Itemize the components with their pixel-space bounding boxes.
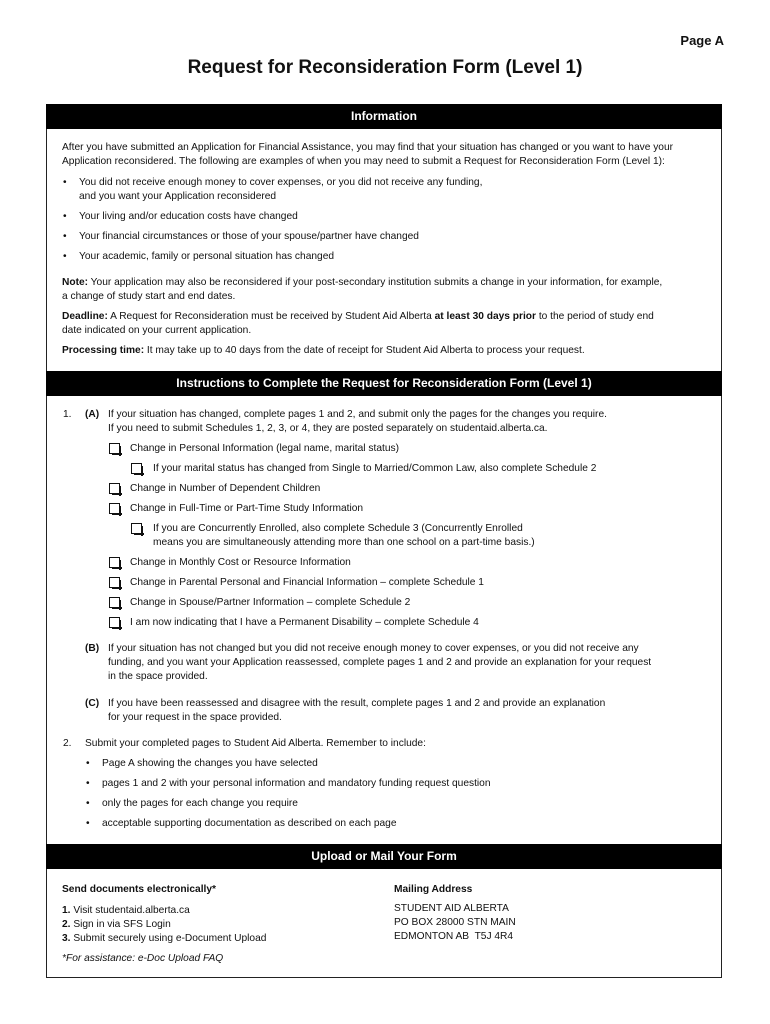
check-label-concurrent-line-2: means you are simultaneously attending more than one school on a part-time basis.) [153,537,535,548]
option-a-line-2: If you need to submit Schedules 1, 2, 3, or 4, they are posted separately on studentaid.alberta.ca. [108,423,548,434]
information-header: Information [46,104,722,129]
page-title: Request for Reconsideration Form (Level 1) [187,57,583,78]
instructions-header: Instructions to Complete the Request for Reconsideration Form (Level 1) [46,371,722,396]
checkbox-dependent-children[interactable] [109,483,120,494]
info-bullet-2: • Your living and/or education costs have changed [79,210,298,224]
check-label-spouse-info: Change in Spouse/Partner Information – complete Schedule 2 [130,597,411,608]
upload-step-1 [62,904,190,918]
mailing-address-title: Mailing Address [394,884,473,895]
checkbox-study-information[interactable] [109,503,120,514]
check-label-study-information: Change in Full-Time or Part-Time Study Information [130,503,364,514]
deadline-line-2: date indicated on your current application. [62,325,252,336]
checkbox-spouse-info[interactable] [109,597,120,608]
check-label-marital-status: If your marital status has changed from Single to Married/Common Law, also complete Schedule 2 [153,463,597,474]
processing-text: It may take up to 40 days from the date of receipt for Student Aid Alberta to process your request. [144,345,585,356]
check-label-monthly-cost: Change in Monthly Cost or Resource Information [130,557,351,568]
send-electronically-title: Send documents electronically* [62,884,216,895]
step-2-bullet-2: • pages 1 and 2 with your personal information and mandatory funding request question [102,777,491,791]
info-bullet-1-line-1: • You did not receive enough money to cover expenses, or you did not receive any funding, [79,177,483,188]
deadline-line-1 [62,310,654,324]
processing-label: Processing time: [62,345,145,356]
option-a-label: (A) [85,409,100,420]
deadline-emphasis: at least 30 days prior [434,311,536,322]
info-bullet-1-line-2: and you want your Application reconsidered [79,191,277,202]
option-b-label: (B) [85,643,100,654]
upload-step-2-text: Sign in via SFS Login [70,919,171,930]
option-a-line-1: If your situation has changed, complete pages 1 and 2, and submit only the pages for the changes you require. [108,409,607,420]
mailing-address-line-1: STUDENT AID ALBERTA [394,903,509,914]
upload-header: Upload or Mail Your Form [46,844,722,869]
upload-step-3-number: 3. [62,933,71,944]
step-2-bullet-1: • Page A showing the changes you have selected [102,757,318,771]
upload-step-3 [62,932,266,946]
option-b-line-1: If your situation has not changed but you did not receive enough money to cover expenses, or you did not receive any [108,643,639,654]
upload-step-2-number: 2. [62,919,71,930]
deadline-label: Deadline: [62,311,108,322]
mailing-address-line-2: PO BOX 28000 STN MAIN [394,917,516,928]
check-label-dependent-children: Change in Number of Dependent Children [130,483,321,494]
upload-step-1-number: 1. [62,905,71,916]
info-bullet-3: • Your financial circumstances or those of your spouse/partner have changed [79,230,419,244]
option-c-label: (C) [85,698,100,709]
checkbox-concurrently-enrolled[interactable] [131,523,142,534]
checkbox-parental-info[interactable] [109,577,120,588]
checkbox-personal-info[interactable] [109,443,120,454]
checkbox-permanent-disability[interactable] [109,617,120,628]
note-label: Note: [62,277,89,288]
step-2-text: Submit your completed pages to Student Aid Alberta. Remember to include: [85,738,426,749]
info-intro-line-2: Application reconsidered. The following are examples of when you may need to submit a Request for Reconsideration Form (Level 1): [62,156,665,167]
upload-step-2 [62,918,171,932]
assistance-note: *For assistance: e-Doc Upload FAQ [62,953,224,964]
deadline-text-c: to the period of study end [535,311,654,322]
note-text: Your application may also be reconsidered if your post-secondary institution submits a change in your information, for example, [88,277,663,288]
check-label-concurrent-line-1: If you are Concurrently Enrolled, also complete Schedule 3 (Concurrently Enrolled [153,523,523,534]
checkbox-marital-status[interactable] [131,463,142,474]
step-2-number: 2. [63,738,72,749]
option-c-line-2: for your request in the space provided. [108,712,282,723]
info-bullet-4: • Your academic, family or personal situation has changed [79,250,334,264]
check-label-personal-info: Change in Personal Information (legal name, marital status) [130,443,399,454]
info-bullet-1 [79,176,482,204]
step-1-number: 1. [63,409,72,420]
deadline-text-a: A Request for Reconsideration must be received by Student Aid Alberta [107,311,435,322]
upload-step-1-text: Visit studentaid.alberta.ca [70,905,190,916]
note-line-2: a change of study start and end dates. [62,291,236,302]
option-b-line-3: in the space provided. [108,671,208,682]
processing-line [62,344,585,358]
page-label: Page A [680,33,724,48]
upload-step-3-text: Submit securely using e-Document Upload [70,933,267,944]
option-c-line-1: If you have been reassessed and disagree with the result, complete pages 1 and 2 and provide an explanation [108,698,606,709]
check-label-parental-info: Change in Parental Personal and Financial Information – complete Schedule 1 [130,577,484,588]
option-b-line-2: funding, and you want your Application reassessed, complete pages 1 and 2 and provide an explanation for your request [108,657,652,668]
note-line-1 [62,276,662,290]
step-2-bullet-3: • only the pages for each change you require [102,797,298,811]
mailing-address-line-3: EDMONTON AB T5J 4R4 [394,931,514,942]
checkbox-monthly-cost[interactable] [109,557,120,568]
check-label-permanent-disability: I am now indicating that I have a Permanent Disability – complete Schedule 4 [130,617,479,628]
step-2-bullet-4: • acceptable supporting documentation as described on each page [102,817,397,831]
info-intro-line-1: After you have submitted an Application for Financial Assistance, you may find that your situation has changed or you want to have your [62,142,674,153]
